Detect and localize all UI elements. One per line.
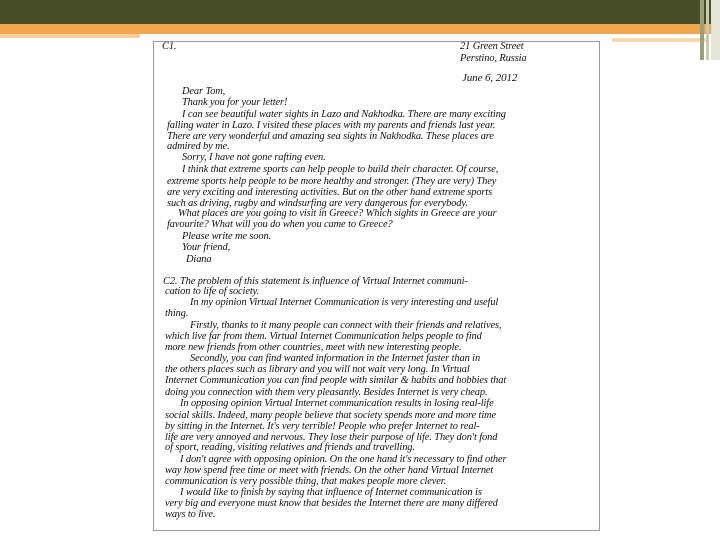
letter-line: I can see beautiful water sights in Lazo and Nakhodka. There are many exciting bbox=[182, 109, 506, 120]
essay-line: doing you connection with them very pleasantly. Besides Internet is very cheap. bbox=[165, 387, 488, 398]
essay-line: which live far from them. Virtual Internet Communication helps people to find bbox=[165, 331, 482, 342]
letter-line: extreme sports help people to be more healthy and stronger. (They are very) They bbox=[167, 176, 497, 187]
slide-accent-fade bbox=[612, 38, 707, 42]
slide-accent-band bbox=[0, 24, 720, 34]
essay-line: Secondly, you can find wanted information in the Internet faster than in bbox=[190, 353, 481, 364]
letter-line: are very exciting and interesting activities. But on the other hand extreme sports bbox=[167, 187, 493, 198]
essay-line: more new friends from other countries, meet with new interesting people. bbox=[165, 342, 462, 353]
essay-line: very big and everyone must know that besides the Internet there are many differed bbox=[165, 498, 498, 509]
decorative-stripe bbox=[711, 0, 720, 60]
essay-line: Internet Communication you can find people with similar & habits and hobbies that bbox=[165, 375, 507, 386]
letter-line: Diana bbox=[186, 254, 212, 265]
letter-line: such as driving, rugby and windsurfing are very dangerous for everybody. bbox=[167, 198, 468, 209]
letter-line: Thank you for your letter! bbox=[182, 97, 288, 108]
letter-line: Your friend, bbox=[182, 242, 231, 253]
slide-header-bar bbox=[0, 0, 720, 24]
letter-line: favourite? What will you do when you came to Greece? bbox=[167, 219, 393, 230]
task-label: C1. bbox=[162, 41, 177, 52]
essay-line: cation to life of society. bbox=[165, 286, 260, 297]
essay-line: In opposing opinion Virtual Internet communication results in losing real-life bbox=[180, 398, 494, 409]
slide-accent-fade bbox=[0, 34, 140, 38]
essay-line: C2. The problem of this statement is influence of Virtual Internet communi- bbox=[163, 276, 468, 287]
decorative-stripe bbox=[706, 0, 709, 60]
letter-line: admired by me. bbox=[167, 141, 230, 152]
letter-line: I think that extreme sports can help people to build their character. Of course, bbox=[182, 164, 499, 175]
essay-line: by sitting in the Internet. It's very terrible! People who prefer Internet to real- bbox=[165, 421, 480, 432]
essay-line: thing. bbox=[165, 308, 189, 319]
essay-line: life are very annoyed and nervous. They lose their purpose of life. They don't fond bbox=[165, 432, 498, 443]
essay-line: In my opinion Virtual Internet Communication is very interesting and useful bbox=[190, 297, 499, 308]
letter-line: Dear Tom, bbox=[182, 86, 226, 97]
decorative-stripe bbox=[700, 0, 704, 60]
address-line: Perstino, Russia bbox=[460, 53, 527, 64]
essay-line: ways to live. bbox=[165, 509, 216, 520]
essay-line: communication is very possible thing, that makes people more clever. bbox=[165, 476, 447, 487]
essay-line: Firstly, thanks to it many people can connect with their friends and relatives, bbox=[190, 320, 502, 331]
address-line: 21 Green Street bbox=[460, 41, 524, 52]
essay-line: of sport, reading, visiting relatives and friends and travelling. bbox=[165, 442, 415, 453]
letter-line: There are very wonderful and amazing sea sights in Nakhodka. These places are bbox=[167, 131, 494, 142]
letter-line: Please write me soon. bbox=[182, 231, 272, 242]
essay-line: way how spend free time or meet with friends. On the other hand Virtual Internet bbox=[165, 465, 494, 476]
essay-line: I don't agree with opposing opinion. On the one hand it's necessary to find other bbox=[180, 454, 507, 465]
essay-line: the others places such as library and you will not wait very long. In Virtual bbox=[165, 364, 470, 375]
letter-line: falling water in Lazo. I visited these places with my parents and friends last year. bbox=[167, 120, 496, 131]
essay-line: I would like to finish by saying that influence of Internet communication is bbox=[180, 487, 482, 498]
letter-line: What places are you going to visit in Greece? Which sights in Greece are your bbox=[178, 208, 497, 219]
letter-line: Sorry, I have not gone rafting even. bbox=[182, 152, 326, 163]
letter-date: June 6, 2012 bbox=[462, 72, 518, 84]
essay-line: social skills. Indeed, many people believe that society spends more and more time bbox=[165, 410, 497, 421]
